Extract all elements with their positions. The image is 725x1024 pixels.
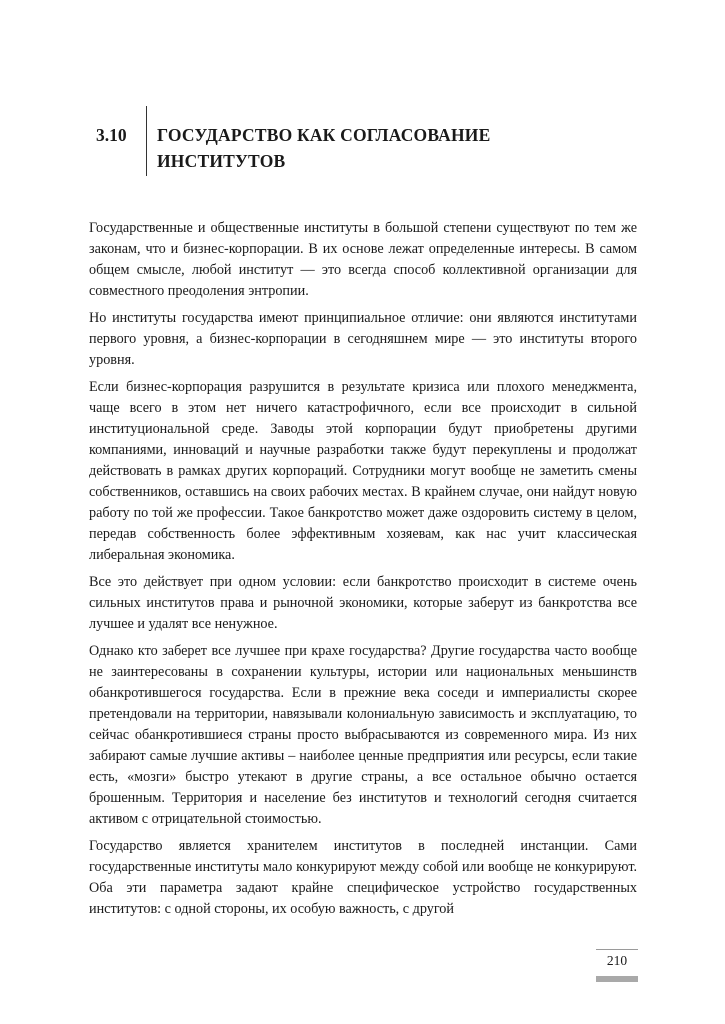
section-number: 3.10 [96,125,127,145]
paragraph: Государство является хранителем институтов в последней инстанции. Сами государственные институты мало конкурируют между собой или вообще не конкурируют. Оба эти параметра задают крайне специфическое устройство государственных институтов: с одной стороны, их особую важность, с другой [89,838,637,917]
footer-bar [596,976,638,982]
page-footer [596,949,638,982]
paragraph: Все это действует при одном условии: если банкротство происходит в системе очень сильных институтов права и рыночной экономики, которые заберут из банкротства все лучшее и удалят все ненужное. [89,574,637,632]
section-title-line-2: ИНСТИТУТОВ [157,151,286,171]
paragraph: Если бизнес-корпорация разрушится в результате кризиса или плохого менеджмента, чаще всего в этом нет ничего катастрофичного, если все происходит в сильной институциональной среде. Заводы этой корпорации будут приобретены другими компаниями, инноваций и научные разработки также будут перекуплены и продолжат действовать в рамках других корпораций. Сотрудники могут вообще не заметить смены собственников, оставшись на своих рабочих местах. В крайнем случае, они найдут новую работу по той же профессии. Такое банкротство может даже оздоровить систему в целом, передав собственность более эффективным хозяевам, как нас учит классическая либеральная экономика. [89,379,637,563]
page-number: 210 [606,953,628,968]
section-heading [96,106,490,176]
paragraph: Однако кто заберет все лучшее при крахе государства? Другие государства часто вообще не заинтересованы в сохранении культуры, истории или национальных меньшинств обанкротившегося государства. Если в прежние века соседи и империалисты скорее претендовали на территории, навязывали колониальную зависимость и эксплуатацию, то сейчас обанкротившиеся страны просто выбрасываются из современного мира. Из них забирают самые лучшие активы – наиболее ценные предприятия или ресурсы, если такие есть, «мозги» быстро утекают в другие страны, а все остальное обычно остается брошенным. Территория и население без институтов и технологий сегодня считается активом с отрицательной стоимостью. [89,643,637,827]
body-text [89,218,637,926]
section-title [157,106,490,174]
paragraph: Государственные и общественные институты в большой степени существуют по тем же законам, что и бизнес-корпорации. В их основе лежат определенные интересы. В самом общем смысле, любой институт — это всегда способ коллективной организации для совместного преодоления энтропии. [89,220,637,299]
paragraph: Но институты государства имеют принципиальное отличие: они являются институтами первого уровня, а бизнес-корпорации в сегодняшнем мире — это институты второго уровня. [89,310,637,368]
heading-divider [146,106,147,176]
section-title-line-1: ГОСУДАРСТВО КАК СОГЛАСОВАНИЕ [157,125,491,145]
